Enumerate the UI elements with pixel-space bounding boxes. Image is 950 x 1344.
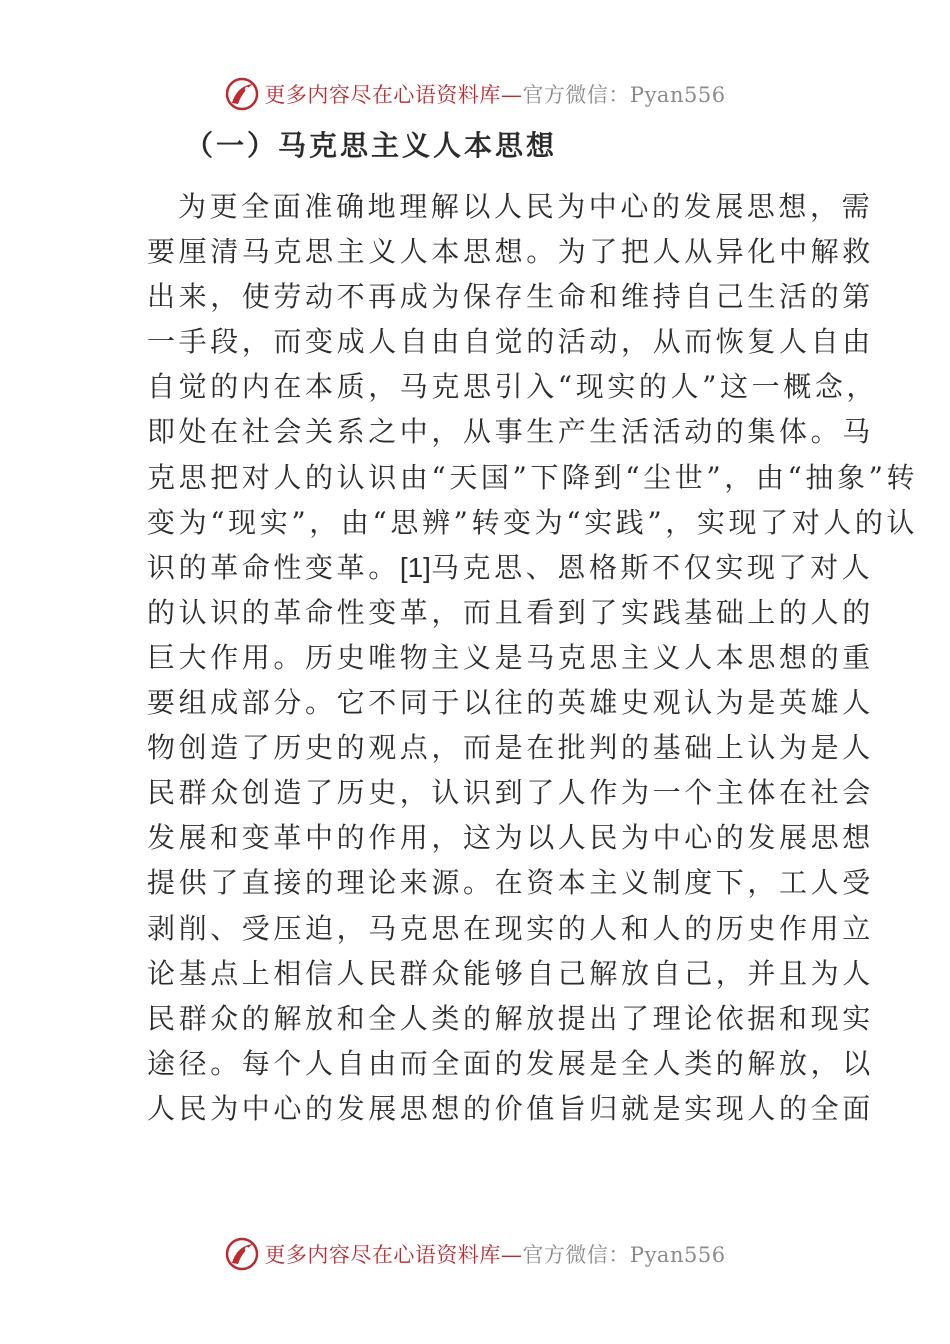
text-line: 巨大作用。历史唯物主义是马克思主义人本思想的重 [147,640,874,674]
text-line: 即处在社会关系之中，从事生产生活活动的集体。马 [147,415,874,449]
text-line: 变为“现实”，由“思辨”转变为“实践”，实现了对人的认 [147,505,919,539]
text-segment: 马克思、恩格斯不仅实现了对人 [430,550,874,584]
banner-promo: 更多内容尽在心语资料库— [264,1243,523,1267]
text-line: 论基点上相信人民群众能够自己解放自己，并且为人 [147,956,874,990]
text-line: 为更全面准确地理解以人民为中心的发展思想，需 [178,190,874,223]
text-line: 出来，使劳动不再成为保存生命和维持自己生活的第 [147,280,874,314]
text-line: 途径。每个人自由而全面的发展是全人类的解放，以 [147,1046,874,1080]
banner-wechat: 官方微信：Pyan556 [522,1243,726,1267]
text-line: 一手段，而变成人自由自觉的活动，从而恢复人自由 [147,325,874,359]
text-line: 自觉的内在本质，马克思引入“现实的人”这一概念， [147,370,879,404]
text-line: 克思把对人的认识由“天国”下降到“尘世”，由“抽象”转 [147,460,919,494]
text-line: 的认识的革命性变革，而且看到了实践基础上的人的 [147,595,874,629]
text-line: 要厘清马克思主义人本思想。为了把人从异化中解救 [147,235,874,269]
text-line: 发展和变革中的作用，这为以人民为中心的发展思想 [147,821,874,855]
header-banner [0,72,950,116]
brand-logo-icon [224,76,260,112]
banner-text [264,79,725,109]
brand-logo-icon [224,1236,260,1272]
footer-banner [0,1232,950,1276]
text-line: 民群众的解放和全人类的解放提出了理论依据和现实 [147,1001,874,1035]
text-line: 物创造了历史的观点，而是在批判的基础上认为是人 [147,731,874,765]
text-line: 人民为中心的发展思想的价值旨归就是实现人的全面 [147,1091,874,1125]
body-paragraph [147,184,919,1131]
text-line: 要组成部分。它不同于以往的英雄史观认为是英雄人 [147,686,874,720]
citation-marker: [1] [399,551,431,583]
text-line: 民群众创造了历史，认识到了人作为一个主体在社会 [147,776,874,810]
text-line-with-citation [147,545,874,590]
banner-wechat: 官方微信：Pyan556 [522,83,726,107]
text-segment: 识的革命性变革。 [147,550,400,584]
banner-text [264,1239,725,1269]
banner-promo: 更多内容尽在心语资料库— [264,83,523,107]
section-title: （一）马克思主义人本思想 [185,129,558,162]
text-line: 提供了直接的理论来源。在资本主义制度下，工人受 [147,866,874,900]
text-line: 剥削、受压迫，马克思在现实的人和人的历史作用立 [147,911,874,945]
